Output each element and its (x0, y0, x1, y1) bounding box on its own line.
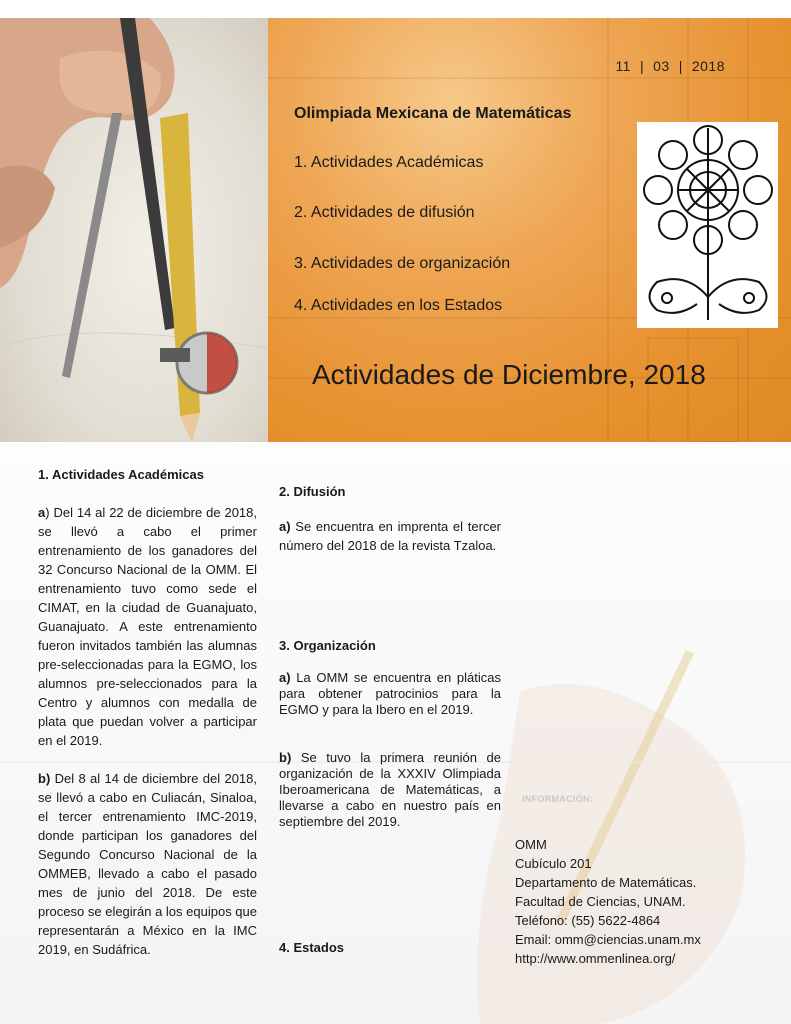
contact-faculty: Facultad de Ciencias, UNAM. (515, 894, 686, 909)
section-title-organizacion: 3. Organización (279, 638, 376, 653)
item-text: Se tuvo la primera reunión de organización de la XXXIV Olimpiada Iberoamericana de Matemáticas, a llevarse a cabo en nuestro país en septiembre del 2019. (279, 750, 501, 829)
academicas-item-a (38, 503, 257, 750)
menu-item-organizacion: 3. Actividades de organización (294, 255, 511, 272)
item-text: ) Del 14 al 22 de diciembre de 2018, se llevó a cabo el primer entrenamiento de los ganadores del 32 Concurso Nacional de la OMM. El entrenamiento tuvo como sede el CIMAT, en la ciudad de Guanajuato, Guanajuato. A este entrenamiento fueron invitados también las alumnas pre-seleccionadas para la EGMO, los alumnos pre-seleccionados para la Centro y alumnos con medalla de plata que puedan volver a participar en el 2019. (38, 505, 257, 748)
organization-title: Olimpiada Mexicana de Matemáticas (294, 105, 572, 122)
menu-item-estados: 4. Actividades en los Estados (294, 297, 503, 314)
compass-pencil-illustration (0, 18, 268, 442)
menu-item-difusion: 2. Actividades de difusión (294, 204, 475, 221)
menu-item-academicas: 1. Actividades Académicas (294, 154, 484, 171)
item-tag: b) (279, 750, 292, 765)
item-text: Se encuentra en imprenta el tercer número del 2018 de la revista Tzaloa. (279, 519, 501, 553)
contact-department: Departamento de Matemáticas. (515, 875, 697, 890)
contact-name: OMM (515, 837, 547, 852)
item-tag: a) (279, 519, 291, 534)
date-month: 03 (653, 58, 670, 74)
contact-office: Cubículo 201 (515, 856, 592, 871)
header-banner (268, 18, 791, 442)
item-tag: a) (279, 670, 291, 685)
section-title-difusion: 2. Difusión (279, 484, 346, 499)
item-tag: b) (38, 771, 51, 786)
section-academicas (38, 465, 257, 959)
difusion-item-a (279, 517, 501, 555)
info-label: INFORMACIÓN: (522, 794, 594, 804)
date-year: 2018 (691, 58, 725, 74)
flower-logo-icon (637, 122, 778, 328)
contact-email[interactable]: Email: omm@ciencias.unam.mx (515, 932, 701, 947)
section-estados (279, 938, 501, 957)
contact-block (515, 835, 701, 968)
item-tag: a (38, 505, 46, 520)
contact-phone: Teléfono: (55) 5622-4864 (515, 913, 661, 928)
academicas-item-b (38, 769, 257, 959)
item-text: Del 8 al 14 de diciembre del 2018, se llevó a cabo en Culiacán, Sinaloa, el tercer entrenamiento IMC-2019, donde participan los ganadores del Segundo Concurso Nacional de la OMMEB, llevado a cabo el pasado mes de junio del 2018. De este proceso se elegirán a los equipos que representarán a México en la IMC 2019, en Sudáfrica. (38, 771, 257, 957)
section-organizacion (279, 638, 501, 830)
section-difusion (279, 482, 501, 555)
omm-logo (637, 122, 778, 328)
month-title: Actividades de Diciembre, 2018 (312, 359, 706, 390)
organizacion-item-a (279, 670, 501, 718)
item-text: La OMM se encuentra en pláticas para obtener patrocinios para la EGMO y para la Ibero en el 2019. (279, 670, 501, 717)
organizacion-item-b (279, 750, 501, 830)
section-title-academicas: 1. Actividades Académicas (38, 467, 204, 482)
header-photo (0, 18, 268, 442)
issue-date: 11 | 03 | 2018 (615, 58, 725, 74)
section-title-estados: 4. Estados (279, 940, 345, 955)
date-day: 11 (615, 58, 631, 74)
contact-website-link[interactable]: http://www.ommenlinea.org/ (515, 951, 676, 966)
